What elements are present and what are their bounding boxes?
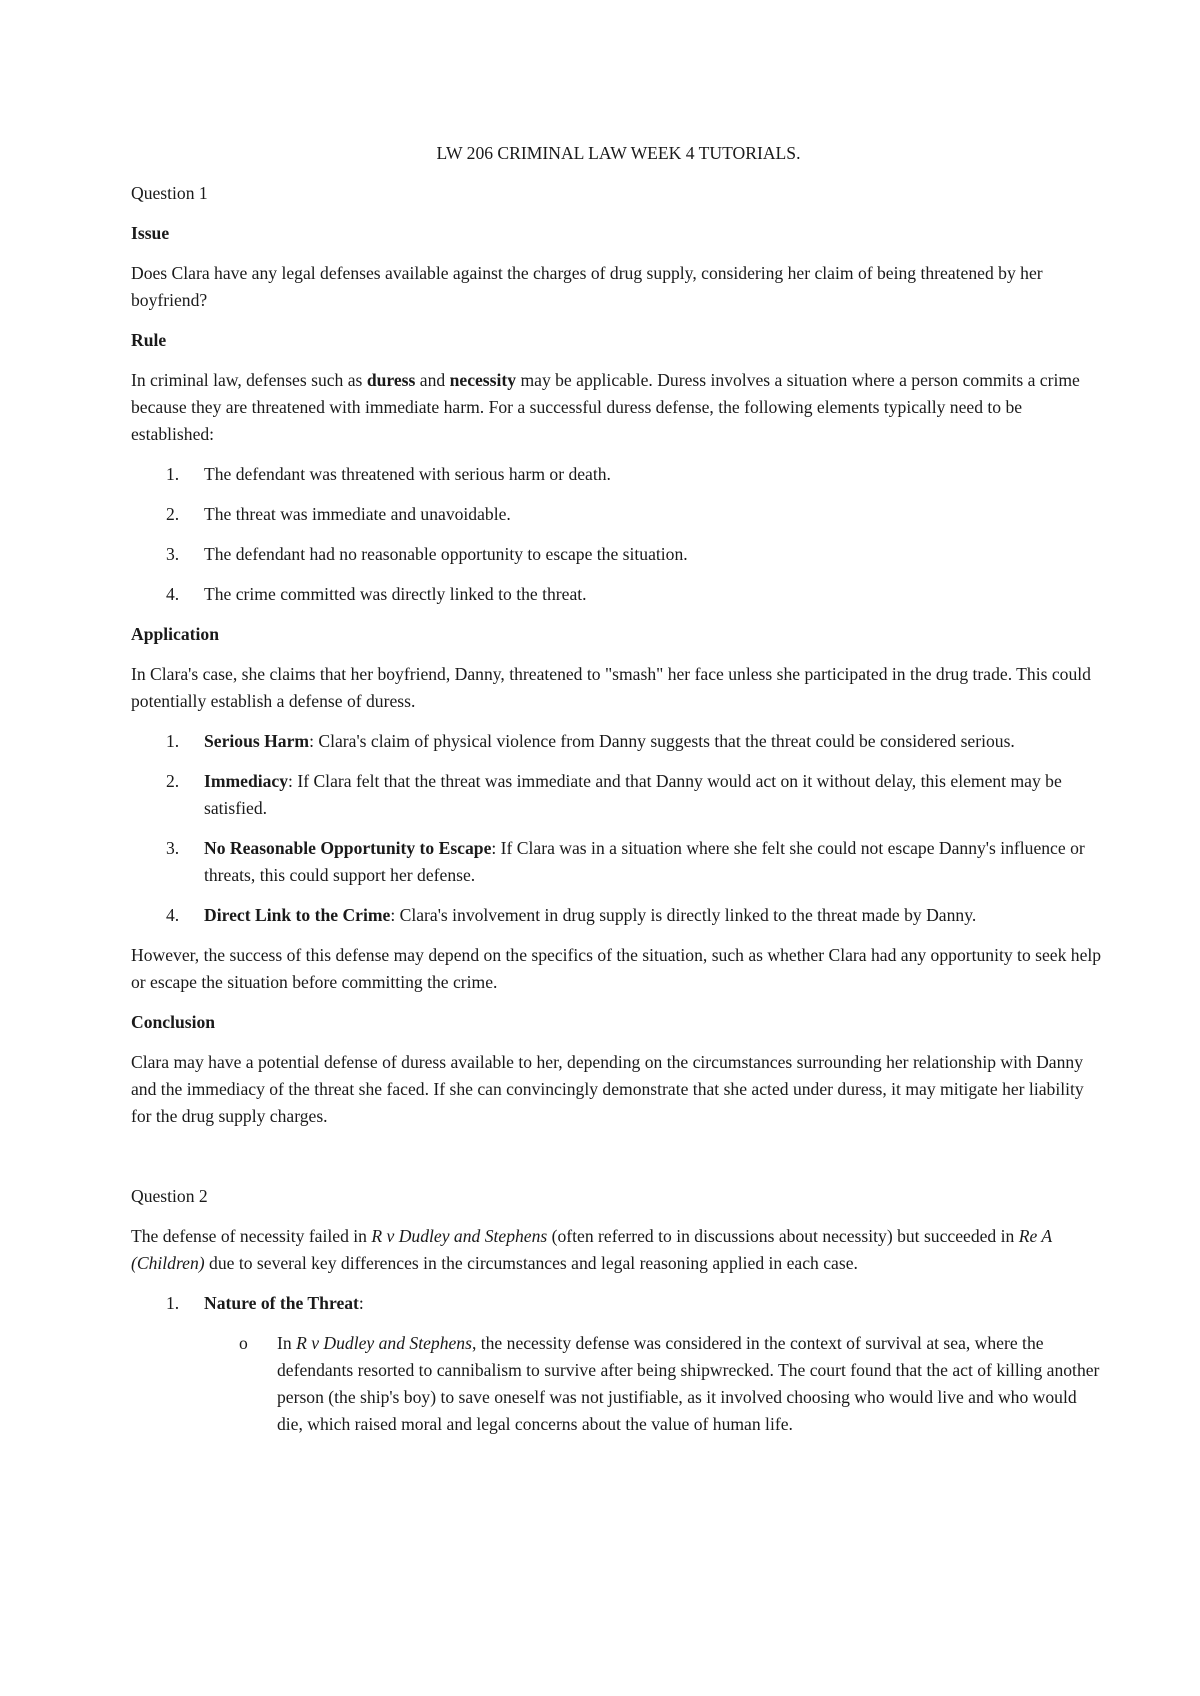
list-item-text: : If Clara was in a situation where she felt she could not escape Danny's influence or threats, this could support her defense. — [204, 838, 1085, 885]
list-item-term: Serious Harm — [204, 731, 310, 751]
q2-intro-text-2: (often referred to in discussions about necessity) but succeeded in — [547, 1226, 1019, 1246]
rule-heading: Rule — [131, 330, 167, 350]
rule-intro-text-3: may be applicable. Duress involves a situation where a person commits a crime because they are threatened with immediate harm. For a successful duress defense, the following elements typically need to be established: — [131, 370, 1080, 444]
list-item-colon: : — [358, 1293, 364, 1313]
list-item-text: : Clara's involvement in drug supply is directly linked to the threat made by Danny. — [390, 905, 977, 925]
application-closing: However, the success of this defense may depend on the specifics of the situation, such as whether Clara had any opportunity to seek help or escape the situation before committing the crime. — [131, 945, 1102, 992]
rule-term-necessity: necessity — [449, 370, 517, 390]
list-number: 1. — [166, 1293, 180, 1313]
list-number: 4. — [166, 905, 180, 925]
list-number: 3. — [166, 544, 180, 564]
list-number: 4. — [166, 584, 180, 604]
rule-elements-list — [131, 461, 1106, 608]
conclusion-text: Clara may have a potential defense of duress available to her, depending on the circumstances surrounding her relationship with Danny and the immediacy of the threat she faced. If she can convincingly demonstrate that she acted under duress, it may mitigate her liability for the drug supply charges. — [131, 1052, 1084, 1126]
list-number: 1. — [166, 464, 180, 484]
list-number: 1. — [166, 731, 180, 751]
list-item — [131, 541, 1106, 568]
list-item-term: No Reasonable Opportunity to Escape — [204, 838, 492, 858]
rule-term-duress: duress — [366, 370, 416, 390]
list-item-term: Immediacy — [204, 771, 289, 791]
sub-list-item — [204, 1330, 1106, 1438]
application-intro: In Clara's case, she claims that her boyfriend, Danny, threatened to "smash" her face unless she participated in the drug trade. This could potentially establish a defense of duress. — [131, 664, 1091, 711]
list-item — [131, 835, 1106, 889]
issue-text: Does Clara have any legal defenses available against the charges of drug supply, considering her claim of being threatened by her boyfriend? — [131, 263, 1043, 310]
list-number: 3. — [166, 838, 180, 858]
q2-intro-text-3: due to several key differences in the circumstances and legal reasoning applied in each case. — [204, 1253, 858, 1273]
section-gap — [131, 1143, 1106, 1183]
rule-intro — [131, 367, 1106, 448]
list-item-term: Nature of the Threat — [204, 1293, 359, 1313]
list-item — [131, 461, 1106, 488]
conclusion-heading: Conclusion — [131, 1012, 216, 1032]
application-list — [131, 728, 1106, 929]
rule-intro-text-1: In criminal law, defenses such as — [131, 370, 367, 390]
sub-item-text-2: , the necessity defense was considered in the context of survival at sea, where the defendants resorted to cannibalism to survive after being shipwrecked. The court found that the act of killing another person (the ship's boy) to save oneself was not justifiable, as it involved choosing who would live and who would die, which raised moral and legal concerns about the value of human life. — [277, 1333, 1100, 1434]
list-item — [131, 902, 1106, 929]
document-title: LW 206 CRIMINAL LAW WEEK 4 TUTORIALS. — [436, 143, 801, 163]
list-item — [131, 501, 1106, 528]
list-item-text: The defendant had no reasonable opportunity to escape the situation. — [204, 544, 688, 564]
list-number: 2. — [166, 504, 180, 524]
application-heading: Application — [131, 624, 219, 644]
question-2-list — [131, 1290, 1106, 1438]
list-item-text: : Clara's claim of physical violence from Danny suggests that the threat could be considered serious. — [309, 731, 1015, 751]
list-item — [131, 728, 1106, 755]
list-item-text: The threat was immediate and unavoidable. — [204, 504, 511, 524]
issue-heading: Issue — [131, 223, 170, 243]
list-item — [131, 1290, 1106, 1438]
sub-item-text-1: In — [277, 1333, 297, 1353]
list-item-text: The defendant was threatened with serious harm or death. — [204, 464, 611, 484]
list-item-text: The crime committed was directly linked to the threat. — [204, 584, 587, 604]
question-2-label: Question 2 — [131, 1186, 208, 1206]
list-item — [131, 768, 1106, 822]
case-name-dudley: R v Dudley and Stephens — [371, 1226, 548, 1246]
list-item-term: Direct Link to the Crime — [204, 905, 391, 925]
document-body — [131, 140, 1106, 1451]
question-1-label: Question 1 — [131, 183, 208, 203]
rule-intro-text-2: and — [415, 370, 450, 390]
case-name-dudley: R v Dudley and Stephens — [296, 1333, 472, 1353]
list-item-text: : If Clara felt that the threat was immediate and that Danny would act on it without delay, this element may be satisfied. — [204, 771, 1062, 818]
sub-list — [204, 1330, 1106, 1438]
list-item — [131, 581, 1106, 608]
case-name-re-a: Re A (Children) — [131, 1226, 1052, 1273]
q2-intro-text-1: The defense of necessity failed in — [131, 1226, 372, 1246]
question-2-intro — [131, 1223, 1106, 1277]
list-number: 2. — [166, 771, 180, 791]
sub-bullet-icon: o — [239, 1333, 248, 1353]
